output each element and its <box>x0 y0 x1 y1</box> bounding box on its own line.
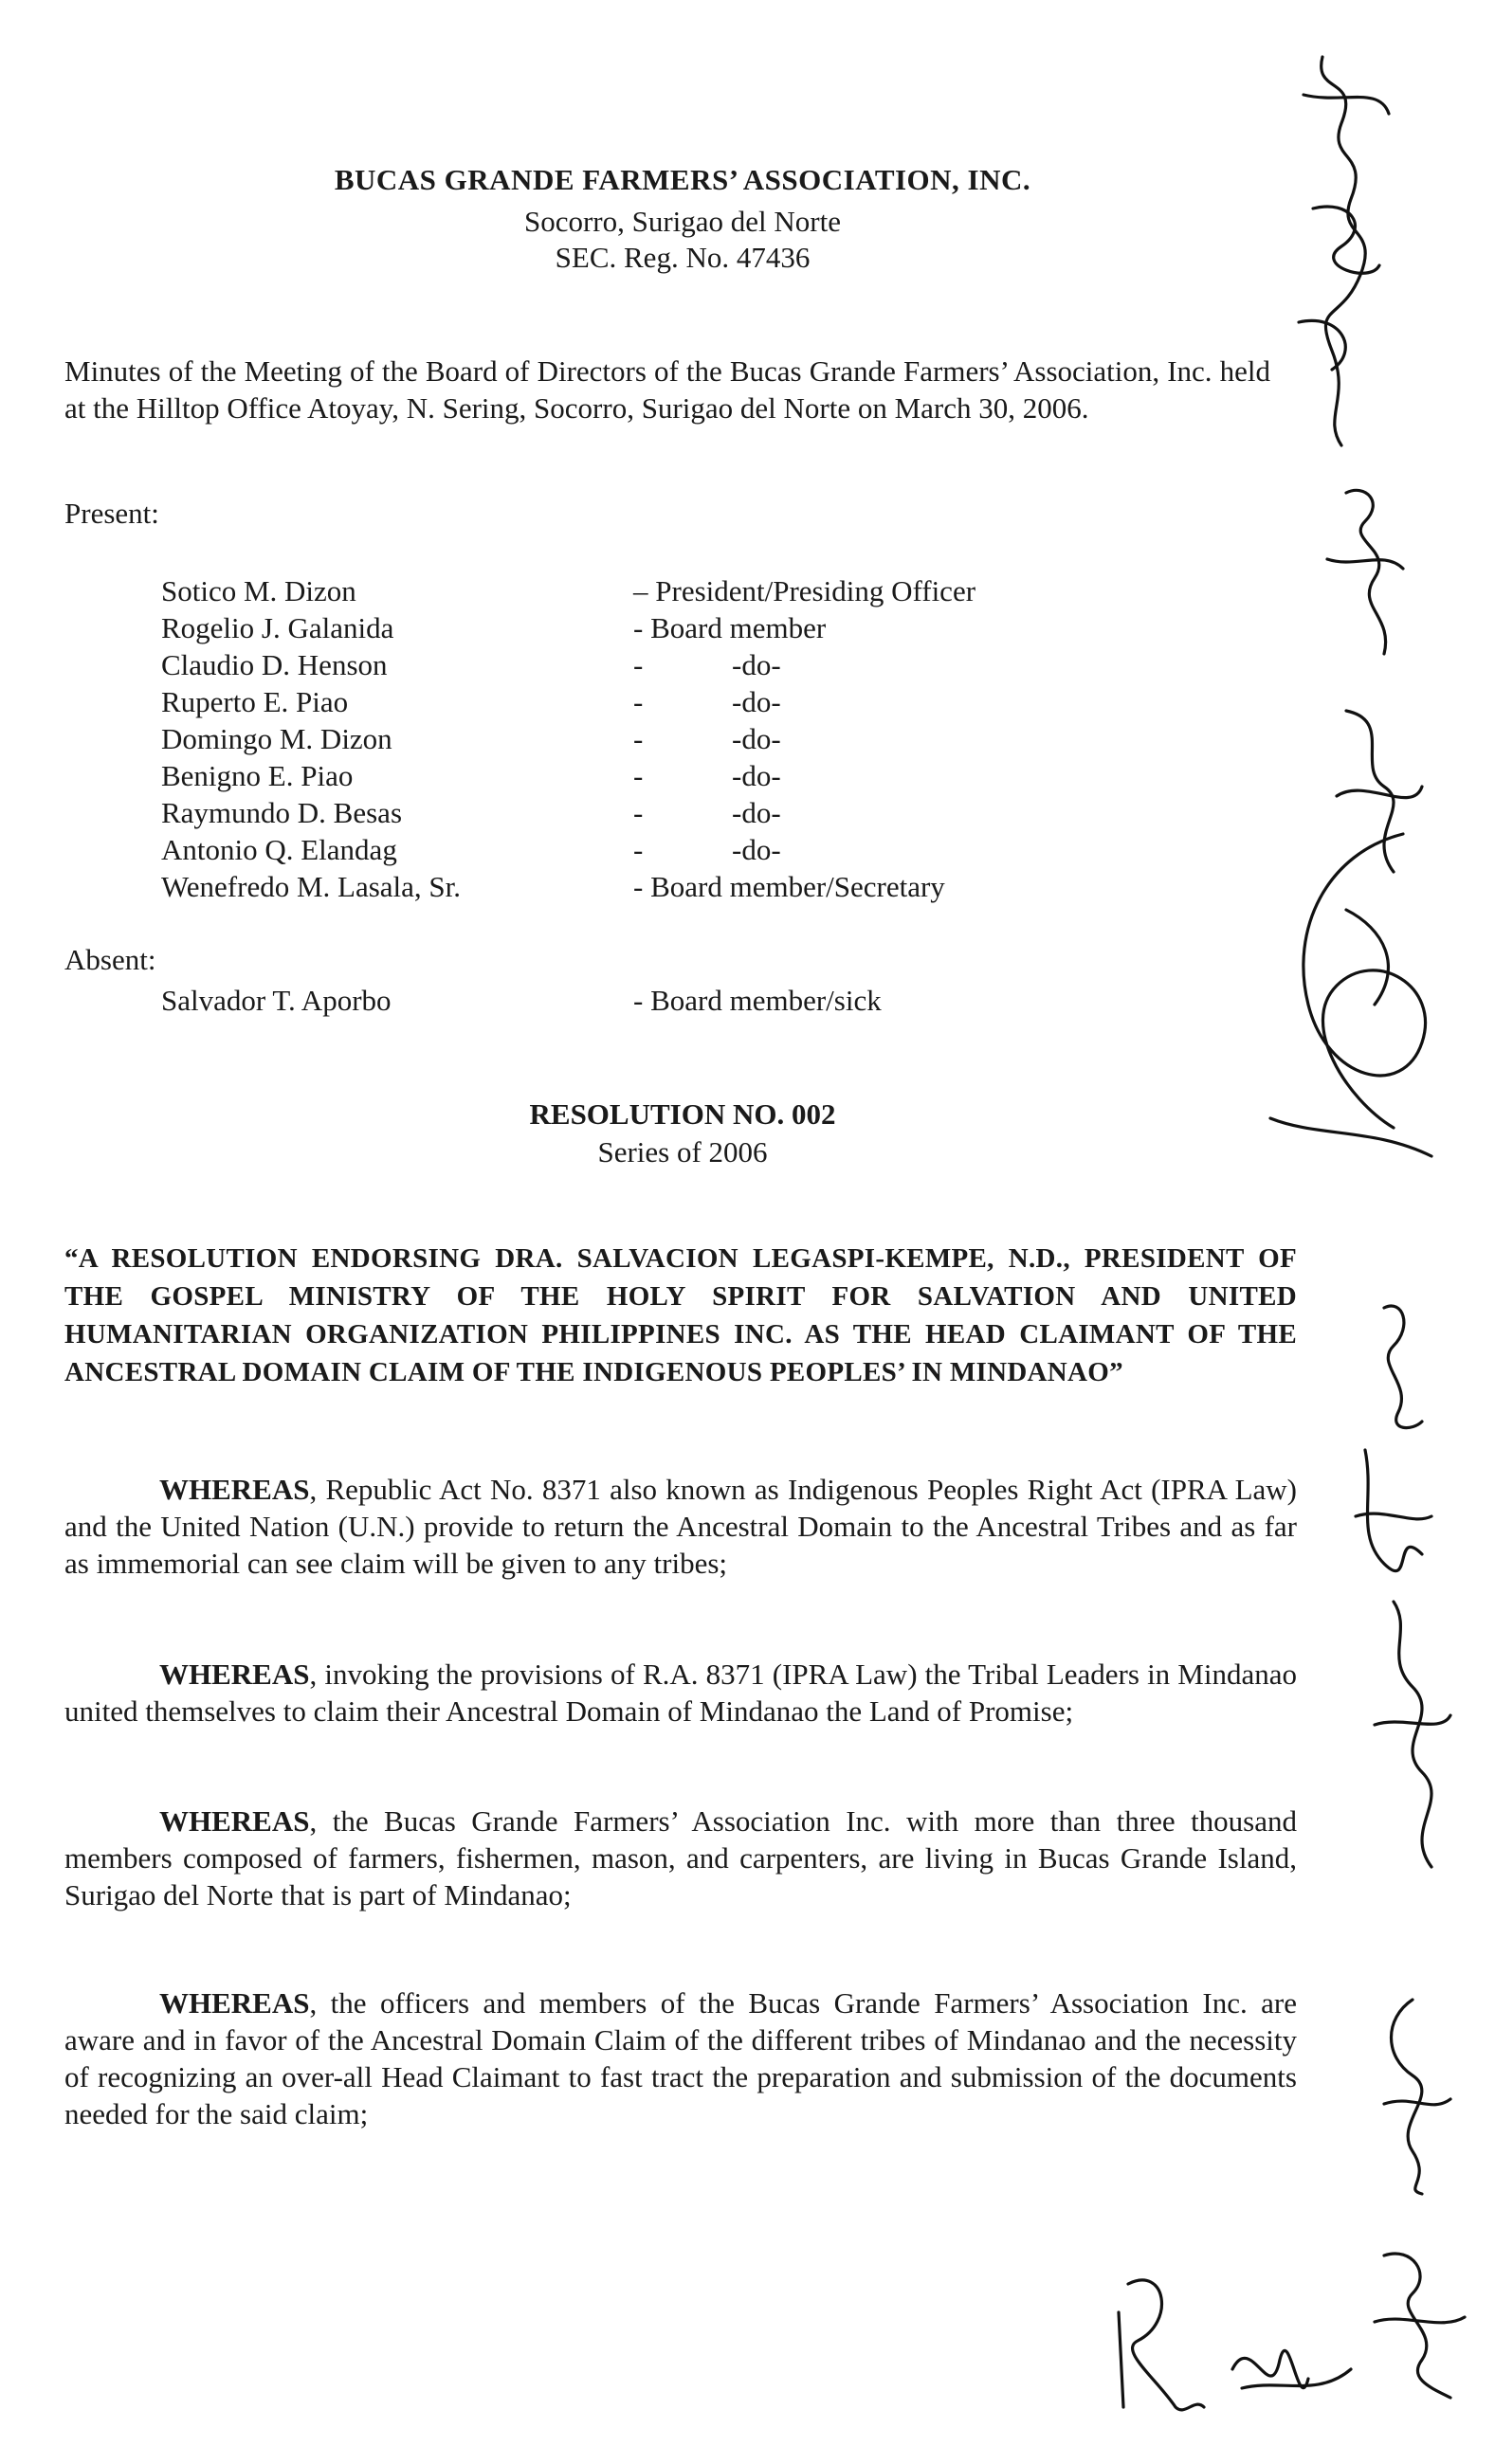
whereas-clause-1 <box>64 1471 1297 1582</box>
whereas-text: , invoking the provisions of R.A. 8371 (IPRA Law) the Tribal Leaders in Mindanao united themselves to claim their Ancestral Domain of Mindanao the Land of Promise; <box>64 1658 1297 1728</box>
attendee-name: Ruperto E. Piao <box>161 685 349 718</box>
attendee-role: - Board member/Secretary <box>633 870 945 903</box>
attendee-role: – President/Presiding Officer <box>633 574 976 607</box>
attendee-row <box>0 759 1232 797</box>
attendee-row <box>0 870 1232 908</box>
signature-11 <box>1365 2237 1469 2407</box>
attendee-name: Rogelio J. Galanida <box>161 611 394 644</box>
attendee-role: - -do- <box>633 648 781 681</box>
absentee-role: - Board member/sick <box>633 984 882 1017</box>
absentee-row <box>0 984 1232 1022</box>
attendee-row <box>0 611 1232 649</box>
attendee-row <box>0 833 1232 871</box>
signature-6 <box>1337 1440 1441 1611</box>
resolution-series: Series of 2006 <box>597 1135 768 1169</box>
org-name: BUCAS GRANDE FARMERS’ ASSOCIATION, INC. <box>334 163 1031 196</box>
sec-registration: SEC. Reg. No. 47436 <box>555 241 811 274</box>
attendee-role: - Board member <box>633 611 827 644</box>
attendee-role-text: -do- <box>732 833 781 866</box>
whereas-label: WHEREAS <box>159 1658 310 1691</box>
whereas-clause-3 <box>64 1803 1297 1913</box>
attendee-role: - -do- <box>633 796 781 829</box>
attendee-role: - -do- <box>633 722 781 755</box>
attendee-row <box>0 685 1232 723</box>
attendee-role-text: -do- <box>732 796 781 829</box>
attendee-name: Antonio Q. Elandag <box>161 833 397 866</box>
attendee-role-text: -do- <box>732 685 781 718</box>
whereas-text: , the Bucas Grande Farmers’ Association Inc. with more than three thousand members composed of farmers, fishermen, mason, and carpenters, are living in Bucas Grande Island, Surigao del Norte that is part of Mindanao; <box>64 1804 1297 1911</box>
whereas-text: , Republic Act No. 8371 also known as Indigenous Peoples Right Act (IPRA Law) and the United Nation (U.N.) provide to return the Ancestral Domain to the Ancestral Tribes and as far as immemorial can see claim will be given to any tribes; <box>64 1473 1297 1580</box>
attendee-name: Raymundo D. Besas <box>161 796 403 829</box>
resolution-heading: “A RESOLUTION ENDORSING DRA. SALVACION LEGASPI-KEMPE, N.D., PRESIDENT OF THE GOSPEL MINISTRY OF THE HOLY SPIRIT FOR SALVATION AND UNITED HUMANITARIAN ORGANIZATION PHILIPPINES INC. AS THE HEAD CLAIMANT OF THE ANCESTRAL DOMAIN CLAIM OF THE INDIGENOUS PEOPLES’ IN MINDANAO” <box>64 1243 1297 1387</box>
attendee-role: - -do- <box>633 685 781 718</box>
signature-7 <box>1356 1592 1460 1876</box>
signature-4 <box>1232 815 1460 1175</box>
attendee-row <box>0 574 1232 612</box>
org-location: Socorro, Surigao del Norte <box>523 205 842 238</box>
attendee-name: Domingo M. Dizon <box>161 722 392 755</box>
whereas-clause-2 <box>64 1656 1297 1730</box>
whereas-label: WHEREAS <box>159 1804 310 1838</box>
attendee-row <box>0 796 1232 834</box>
whereas-clause-4 <box>64 1984 1297 2132</box>
meeting-intro: Minutes of the Meeting of the Board of Directors of the Bucas Grande Farmers’ Association, Inc. held at the Hilltop Office Atoyay, N. Sering, Socorro, Surigao del Norte on March 30, 2006. <box>64 354 1270 425</box>
attendee-name: Benigno E. Piao <box>161 759 354 792</box>
signature-2 <box>1308 474 1422 663</box>
whereas-label: WHEREAS <box>159 1986 310 2020</box>
attendee-name: Claudio D. Henson <box>161 648 388 681</box>
absent-label: Absent: <box>64 943 156 976</box>
resolution-title: RESOLUTION NO. 002 <box>529 1097 836 1131</box>
signature-9 <box>1100 2256 1213 2426</box>
attendee-role-text: -do- <box>732 648 781 681</box>
attendee-name: Wenefredo M. Lasala, Sr. <box>161 870 462 903</box>
whereas-label: WHEREAS <box>159 1473 310 1506</box>
signature-8 <box>1356 1990 1460 2199</box>
attendee-row <box>0 648 1232 686</box>
attendee-role-text: -do- <box>732 759 781 792</box>
attendee-role: - -do- <box>633 759 781 792</box>
signature-1 <box>1285 38 1398 455</box>
absentee-name: Salvador T. Aporbo <box>161 984 392 1017</box>
signature-5 <box>1356 1289 1441 1440</box>
attendee-role-text: -do- <box>732 722 781 755</box>
attendee-role: - -do- <box>633 833 781 866</box>
present-label: Present: <box>64 497 159 530</box>
signature-10 <box>1213 2312 1356 2436</box>
attendee-row <box>0 722 1232 760</box>
whereas-text: , the officers and members of the Bucas Grande Farmers’ Association Inc. are aware and in favor of the Ancestral Domain Claim of the different tribes of Mindanao and the necessity of recognizing an over-all Head Claimant to fast tract the preparation and submission of the documents needed for the said claim; <box>64 1986 1297 2130</box>
attendee-name: Sotico M. Dizon <box>161 574 356 607</box>
